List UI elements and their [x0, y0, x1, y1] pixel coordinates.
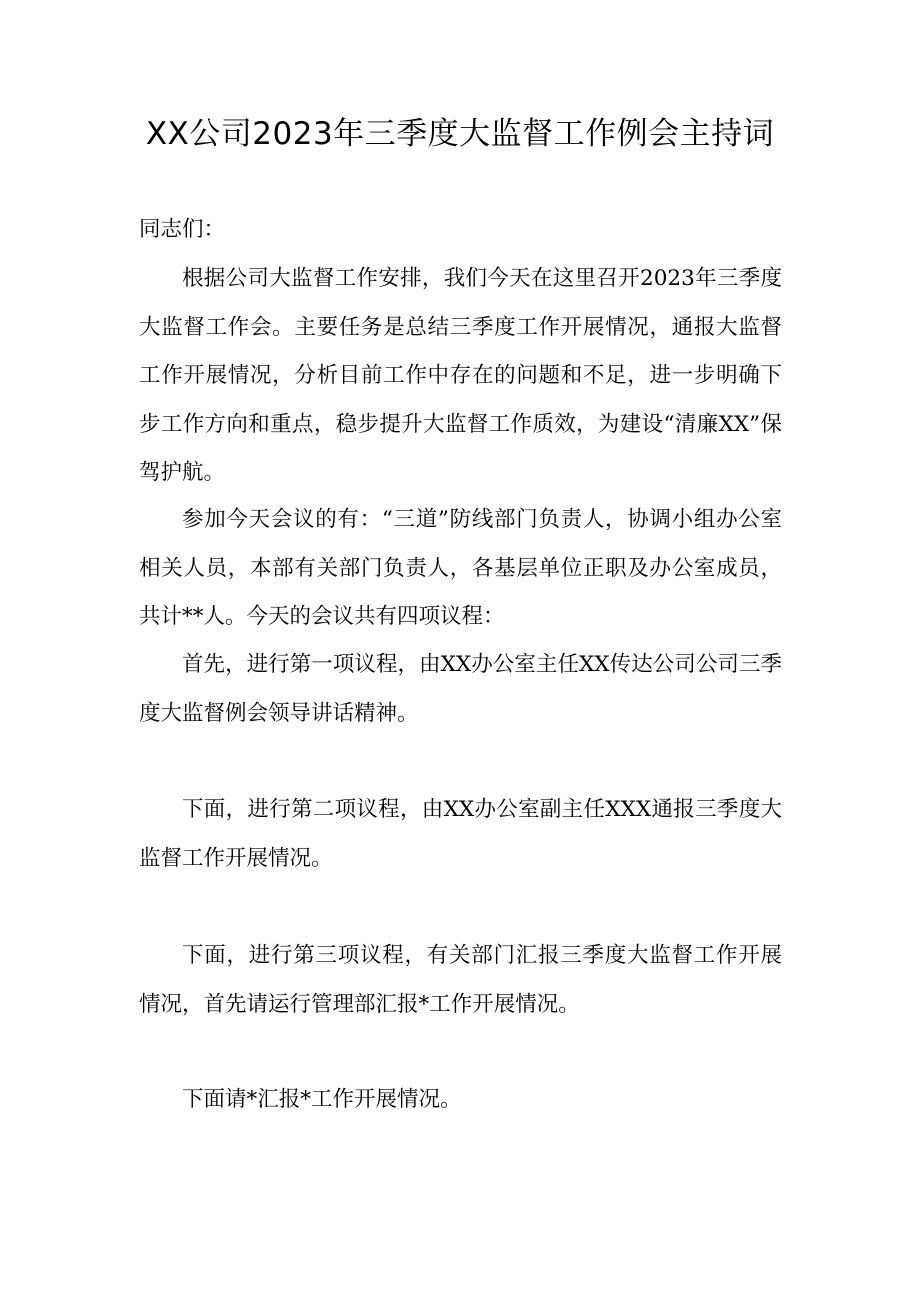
salutation: 同志们： — [139, 217, 226, 242]
paragraph-attendees: 参加今天会议的有：“三道”防线部门负责人，协调小组办公室相关人员，本部有关部门负责人，各基层单位正职及办公室成员，共计**人。今天的会议共有四项议程： — [139, 507, 782, 629]
paragraph-next-report: 下面请*汇报*工作开展情况。 — [182, 1087, 462, 1112]
paragraph-agenda-item-2: 下面，进行第二项议程，由XX办公室副主任XXX通报三季度大监督工作开展情况。 — [139, 797, 782, 871]
paragraph-agenda-item-1: 首先，进行第一项议程，由XX办公室主任XX传达公司公司三季度大监督例会领导讲话精神。 — [139, 652, 782, 726]
paragraph-agenda-item-3: 下面，进行第三项议程，有关部门汇报三季度大监督工作开展情况，首先请运行管理部汇报*工作开展情况。 — [139, 943, 782, 1017]
paragraph-meeting-purpose: 根据公司大监督工作安排，我们今天在这里召开2023年三季度大监督工作会。主要任务是总结三季度工作开展情况，通报大监督工作开展情况，分析目前工作中存在的问题和不足，进一步明确下步工作方向和重点，稳步提升大监督工作质效，为建设“清廉XX”保驾护航。 — [139, 266, 782, 485]
document-title: XX公司2023年三季度大监督工作例会主持词 — [145, 116, 775, 152]
